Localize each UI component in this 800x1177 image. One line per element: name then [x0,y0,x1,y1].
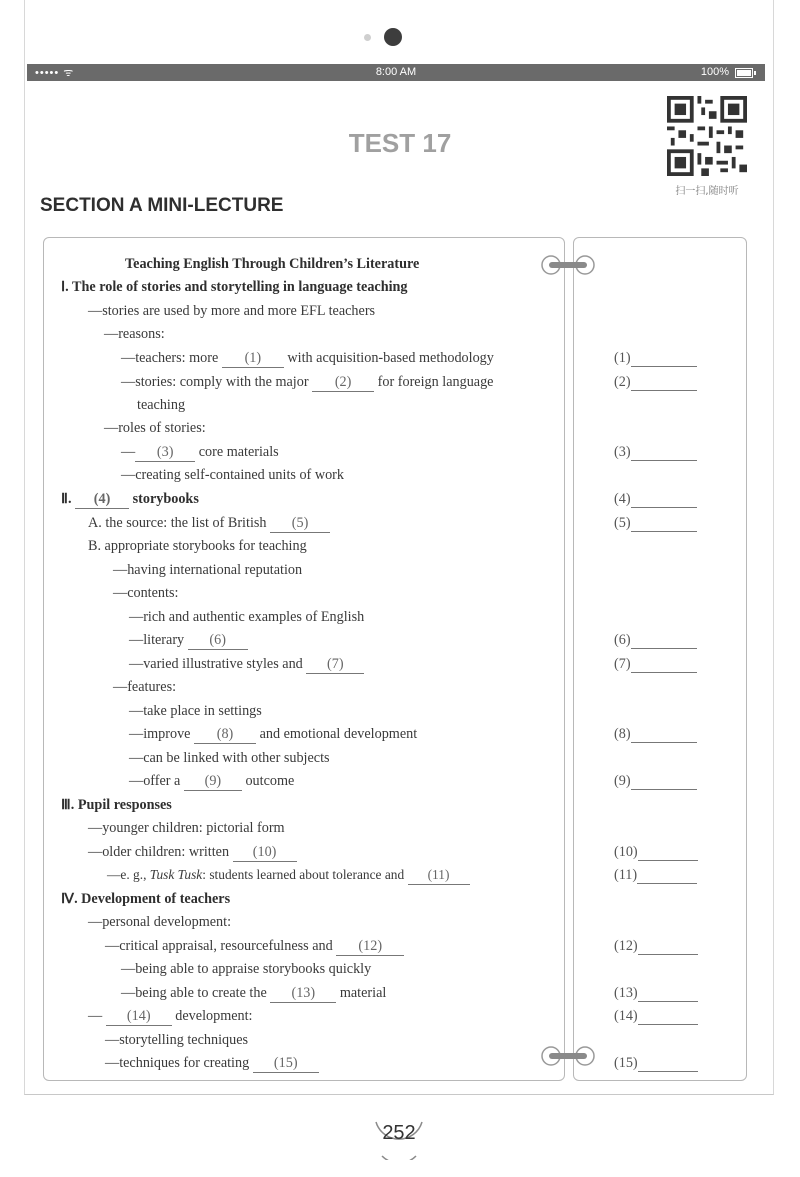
note-line: —rich and authentic examples of English [129,609,365,625]
note-line: —e. g., Tusk Tusk: students learned about tolerance and (11) [107,866,470,885]
test-title: TEST 17 [348,128,452,158]
note-line: —younger children: pictorial form [88,820,285,836]
binder-ring-icon [539,1045,597,1067]
note-line: —being able to appraise storybooks quickly [121,961,372,977]
blank-14[interactable]: (14) [106,1007,172,1026]
note-line: —older children: written (10) [88,843,297,862]
answer-slot-12[interactable]: (12) [614,937,698,955]
answer-slot-3[interactable]: (3) [614,443,697,461]
note-line: —critical appraisal, resourcefulness and (12) [105,937,404,956]
note-line: —contents: [113,585,179,601]
note-line: —having international reputation [113,562,303,578]
notes-title: Teaching English Through Children’s Literature [125,256,420,272]
blank-15[interactable]: (15) [253,1054,319,1073]
note-line: —techniques for creating (15) [105,1054,319,1073]
note-line: teaching [137,397,186,413]
camera-icon [384,28,402,46]
binder-ring-icon [539,254,597,276]
note-line: — (14) development: [88,1008,253,1024]
blank-9[interactable]: (9) [184,772,242,791]
answer-slot-2[interactable]: (2) [614,373,697,391]
note-line: —personal development: [88,914,232,930]
answer-slot-4[interactable]: (4) [614,490,697,508]
note-line: —improve (8) and emotional development [129,726,418,742]
answer-slot-6[interactable]: (6) [614,631,697,649]
status-time: 8:00 AM [375,66,417,78]
note-line: —offer a (9) outcome [129,773,295,789]
answer-slot-15[interactable]: (15) [614,1054,698,1072]
answer-slot-14[interactable]: (14) [614,1007,698,1025]
note-line: —features: [113,679,177,695]
qr-caption: 扫一扫,随时听 [675,186,739,197]
blank-3[interactable]: (3) [135,443,195,462]
blank-12[interactable]: (12) [336,937,404,956]
signal-wifi-icon: ••••• ᯤ [35,67,75,79]
qr-code-icon[interactable] [667,96,747,176]
blank-8[interactable]: (8) [194,725,256,744]
blank-13[interactable]: (13) [270,984,336,1003]
blank-10[interactable]: (10) [233,843,297,862]
note-line: —varied illustrative styles and (7) [129,655,364,674]
blank-2[interactable]: (2) [312,373,374,392]
blank-4[interactable]: (4) [75,490,129,509]
note-line: —reasons: [104,326,165,342]
answer-slot-1[interactable]: (1) [614,349,697,367]
note-line: —teachers: more (1) with acquisition-based methodology [121,350,494,366]
battery-percent: 100% [700,66,729,78]
note-line: —can be linked with other subjects [129,750,330,766]
answer-slot-13[interactable]: (13) [614,984,698,1002]
blank-1[interactable]: (1) [222,349,284,368]
note-line: —being able to create the (13) material [121,985,387,1001]
answer-slot-5[interactable]: (5) [614,514,697,532]
answer-slot-7[interactable]: (7) [614,655,697,673]
heading-3: Ⅲ. Pupil responses [61,797,172,813]
note-line: B. appropriate storybooks for teaching [88,538,307,554]
note-line: — (3) core materials [121,444,279,460]
note-line: —storytelling techniques [105,1032,249,1048]
answer-slot-9[interactable]: (9) [614,772,697,790]
page-number: 252 [382,1122,416,1144]
heading-4: Ⅳ. Development of teachers [61,891,231,907]
note-line: —stories: comply with the major (2) for foreign language [121,374,494,390]
blank-5[interactable]: (5) [270,514,330,533]
battery-icon [735,68,753,78]
sensor-dot [364,34,371,41]
note-line: —roles of stories: [104,420,206,436]
answer-slot-10[interactable]: (10) [614,843,698,861]
heading-2: Ⅱ. (4) storybooks [61,491,199,507]
note-line: —stories are used by more and more EFL teachers [88,303,376,319]
note-line: —literary (6) [129,631,248,650]
note-line: A. the source: the list of British (5) [88,514,330,533]
blank-11[interactable]: (11) [408,866,470,885]
blank-6[interactable]: (6) [188,631,248,650]
heading-1: Ⅰ. The role of stories and storytelling in language teaching [61,279,408,295]
note-line: —take place in settings [129,703,262,719]
answer-slot-11[interactable]: (11) [614,866,697,884]
note-line: —creating self-contained units of work [121,467,344,483]
status-bar [27,64,765,81]
answer-slot-8[interactable]: (8) [614,725,697,743]
section-title: SECTION A MINI-LECTURE [40,195,284,216]
blank-7[interactable]: (7) [306,655,364,674]
